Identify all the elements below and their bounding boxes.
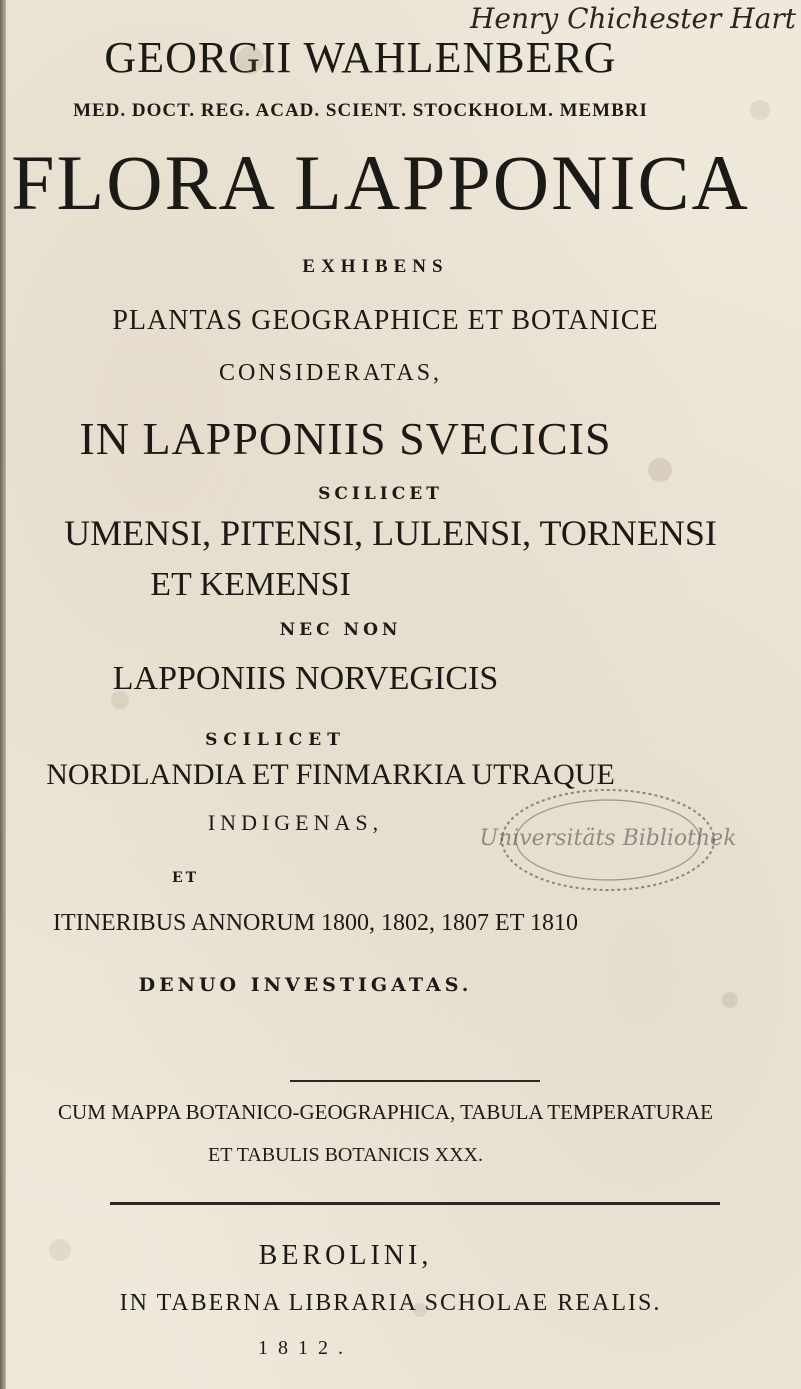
library-stamp xyxy=(479,785,737,895)
nec-non-label: NEC NON xyxy=(279,620,402,640)
scilicet-label-1: SCILICET xyxy=(318,484,443,504)
author-name: GEORGII WAHLENBERG xyxy=(104,33,617,82)
imprint-city: BEROLINI, xyxy=(258,1240,433,1271)
plates-line: ET TABULIS BOTANICIS XXX. xyxy=(208,1144,483,1166)
divider-long xyxy=(110,1202,720,1205)
map-line: CUM MAPPA BOTANICO-GEOGRAPHICA, TABULA TEMPERATURAE xyxy=(58,1100,713,1124)
et-label: ET xyxy=(171,870,200,886)
investigated-line: DENUO INVESTIGATAS. xyxy=(138,974,473,996)
region-list-kemensi: ET KEMENSI xyxy=(150,566,351,603)
subtitle-line-1: PLANTAS GEOGRAPHICE ET BOTANICE xyxy=(112,305,659,336)
journeys-line: ITINERIBUS ANNORUM 1800, 1802, 1807 ET 1810 xyxy=(53,910,578,936)
book-title: FLORA LAPPONICA xyxy=(11,139,750,226)
owner-signature xyxy=(470,2,796,35)
divider-short xyxy=(290,1080,540,1082)
subtitle-line-2: CONSIDERATAS, xyxy=(218,360,443,386)
imprint-publisher: IN TABERNA LIBRARIA SCHOLAE REALIS. xyxy=(119,1290,662,1316)
scilicet-label-2: SCILICET xyxy=(205,730,346,750)
svg-text:Universitäts Bibliothek: Universitäts Bibliothek xyxy=(479,826,737,851)
region-list-norwegian: NORDLANDIA ET FINMARKIA UTRAQUE xyxy=(46,758,615,791)
indigenas-label: INDIGENAS, xyxy=(207,810,384,835)
region-heading-swedish: IN LAPPONIIS SVECICIS xyxy=(79,413,612,464)
author-description: MED. DOCT. REG. ACAD. SCIENT. STOCKHOLM. MEMBRI xyxy=(73,100,648,121)
region-heading-norwegian: LAPPONIIS NORVEGICIS xyxy=(112,660,499,697)
imprint-year: 1812. xyxy=(258,1337,353,1359)
region-list-swedish: UMENSI, PITENSI, LULENSI, TORNENSI xyxy=(64,513,717,553)
signature-text: Henry Chichester Hart xyxy=(470,2,797,35)
exhibens-label: EXHIBENS xyxy=(302,256,449,277)
